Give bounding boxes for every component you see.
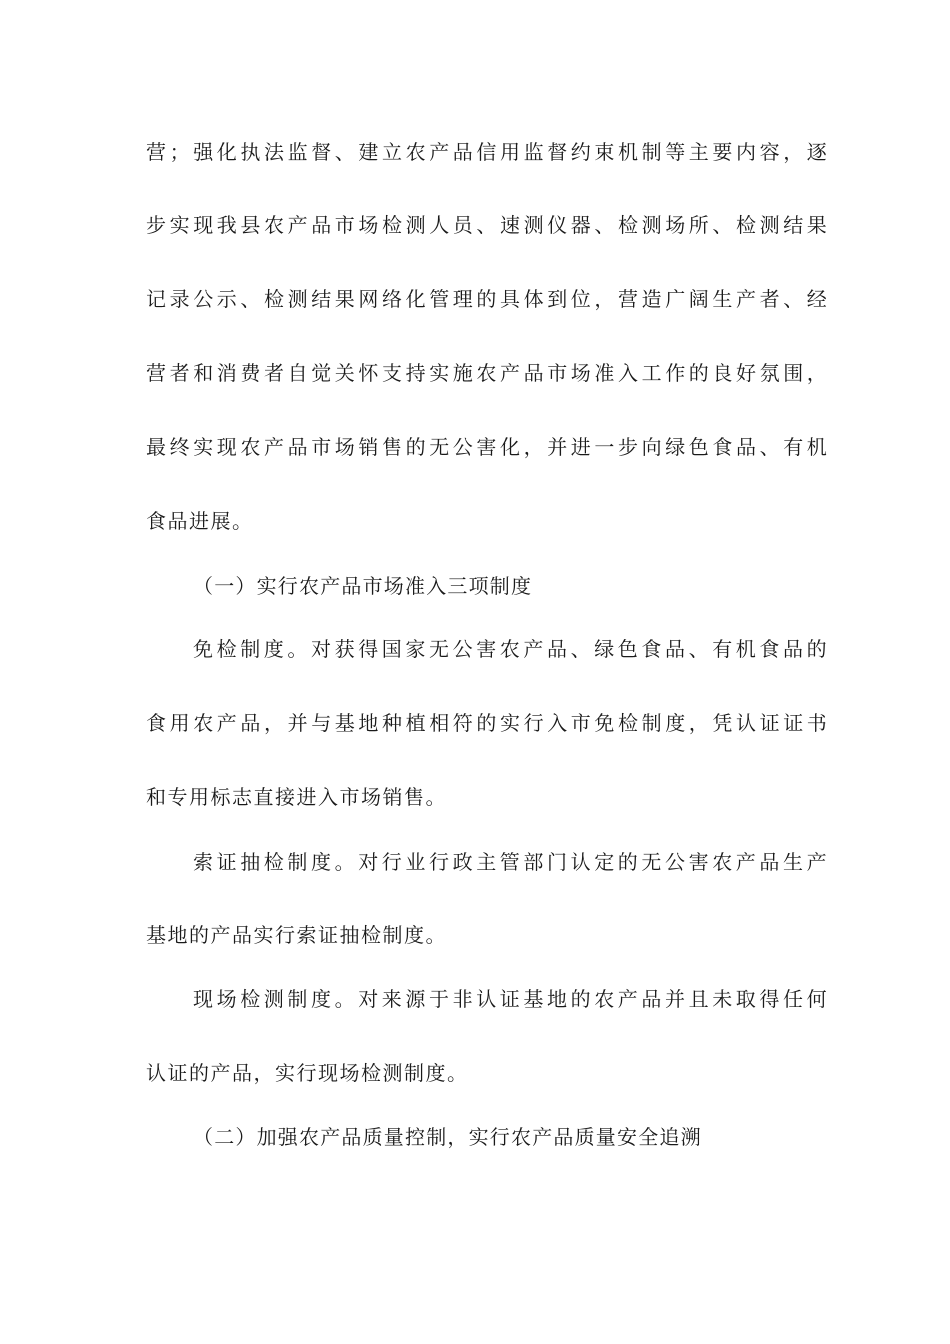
paragraph-first-line: 免检制度。对获得国家无公害农产品、绿色食品、有机食品的 xyxy=(193,637,831,661)
body-text-line: 最终实现农产品市场销售的无公害化，并进一步向绿色食品、有机 xyxy=(146,435,831,459)
body-text-line: 营；强化执法监督、建立农产品信用监督约束机制等主要内容，逐 xyxy=(146,140,831,164)
body-text-line: 步实现我县农产品市场检测人员、速测仪器、检测场所、检测结果 xyxy=(146,213,831,237)
paragraph-first-line: 索证抽检制度。对行业行政主管部门认定的无公害农产品生产 xyxy=(193,850,831,874)
body-text-line: 营者和消费者自觉关怀支持实施农产品市场准入工作的良好氛围， xyxy=(146,361,831,385)
body-text-line: 记录公示、检测结果网络化管理的具体到位，营造广阔生产者、经 xyxy=(146,287,831,311)
body-text-line: 基地的产品实行索证抽检制度。 xyxy=(146,923,447,947)
body-text-line: 食用农产品，并与基地种植相符的实行入市免检制度，凭认证证书 xyxy=(146,711,831,735)
section-heading: （一）实行农产品市场准入三项制度 xyxy=(193,574,533,598)
section-heading: （二）加强农产品质量控制，实行农产品质量安全追溯 xyxy=(193,1125,702,1149)
body-text-line: 食品进展。 xyxy=(146,509,254,533)
paragraph-first-line: 现场检测制度。对来源于非认证基地的农产品并且未取得任何 xyxy=(193,987,831,1011)
body-text-line: 认证的产品，实行现场检测制度。 xyxy=(146,1061,469,1085)
body-text-line: 和专用标志直接进入市场销售。 xyxy=(146,785,447,809)
